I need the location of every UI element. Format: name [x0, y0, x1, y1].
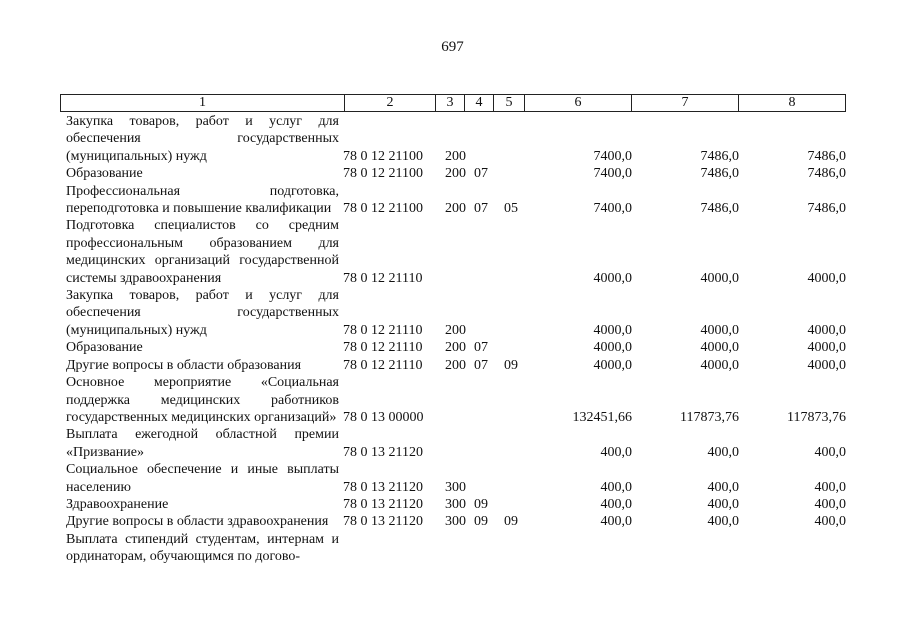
table-body: [60, 113, 846, 566]
header-col-2: 2: [345, 95, 436, 111]
row-value-1: 4000,0: [593, 340, 632, 356]
table-row: [60, 113, 846, 165]
row-code: 78 0 12 21110: [343, 357, 423, 373]
row-name: Выплата стипендий студентам, интернам и ординаторам, обучающимся по догово-: [66, 531, 339, 565]
header-col-3: 3: [436, 95, 465, 111]
row-code: 78 0 13 21120: [343, 444, 423, 460]
row-value-3: 7486,0: [807, 166, 846, 182]
table-row: [60, 339, 846, 356]
row-code: 78 0 12 21110: [343, 270, 423, 286]
row-value-3: 400,0: [814, 444, 846, 460]
header-col-8: 8: [788, 95, 796, 110]
row-vr: 200: [445, 166, 466, 182]
row-name: Выплата ежегодной областной премии «Призвание»: [66, 427, 339, 460]
row-value-2: 400,0: [707, 514, 739, 530]
row-name: Закупка товаров, работ и услуг для обеспечения государственных (муниципальных) нужд: [66, 114, 339, 164]
row-name: Социальное обеспечение и иные выплаты населению: [66, 462, 339, 495]
row-code: 78 0 12 21110: [343, 340, 423, 356]
row-pr: 09: [504, 514, 518, 530]
row-vr: 200: [445, 148, 466, 164]
row-name: Другие вопросы в области образования: [66, 357, 302, 373]
row-code: 78 0 12 21110: [343, 322, 423, 338]
table-row: [60, 357, 846, 374]
table-row: [60, 165, 846, 182]
row-name: Здравоохранение: [66, 496, 169, 512]
row-pr: 05: [504, 201, 518, 217]
row-value-3: 4000,0: [807, 322, 846, 338]
row-code: 78 0 12 21100: [343, 166, 423, 182]
row-value-1: 4000,0: [593, 322, 632, 338]
row-name: Образование: [66, 340, 143, 356]
row-code: 78 0 13 21120: [343, 479, 423, 495]
row-value-3: 4000,0: [807, 357, 846, 373]
row-value-3: 400,0: [814, 496, 846, 512]
row-pr: 09: [504, 357, 518, 373]
row-value-2: 400,0: [707, 496, 739, 512]
row-value-1: 7400,0: [593, 166, 632, 182]
row-rz: 07: [474, 166, 488, 182]
row-rz: 07: [474, 357, 488, 373]
row-rz: 09: [474, 514, 488, 530]
table-row: [60, 513, 846, 530]
table-row: [60, 461, 846, 496]
row-value-1: 400,0: [600, 496, 632, 512]
row-value-3: 4000,0: [807, 340, 846, 356]
row-vr: 300: [445, 514, 466, 530]
row-code: 78 0 13 00000: [343, 409, 424, 425]
row-value-2: 4000,0: [700, 270, 739, 286]
table-row: [60, 426, 846, 461]
row-value-2: 400,0: [707, 479, 739, 495]
header-col-4: 4: [465, 95, 494, 111]
row-name: Образование: [66, 166, 143, 182]
row-name: Другие вопросы в области здравоохранения: [66, 514, 329, 530]
row-value-1: 7400,0: [593, 201, 632, 217]
row-value-1: 4000,0: [593, 270, 632, 286]
row-value-3: 400,0: [814, 514, 846, 530]
row-value-3: 117873,76: [787, 409, 846, 425]
page-number: 697: [441, 39, 464, 55]
row-value-1: 4000,0: [593, 357, 632, 373]
row-value-3: 4000,0: [807, 270, 846, 286]
row-value-1: 132451,66: [572, 409, 632, 425]
row-value-2: 4000,0: [700, 357, 739, 373]
row-name: Подготовка специалистов со средним профессиональным образованием для медицинских организаций государственной системы здравоохранения: [66, 218, 339, 286]
row-vr: 200: [445, 322, 466, 338]
table-row: [60, 531, 846, 566]
table-header: [60, 94, 846, 112]
table-row: [60, 496, 846, 513]
row-code: 78 0 12 21100: [343, 148, 423, 164]
row-value-2: 400,0: [707, 444, 739, 460]
row-vr: 300: [445, 479, 466, 495]
row-value-2: 4000,0: [700, 322, 739, 338]
row-code: 78 0 12 21100: [343, 201, 423, 217]
header-col-5: 5: [494, 95, 525, 111]
table-row: [60, 217, 846, 287]
row-value-2: 4000,0: [700, 340, 739, 356]
row-code: 78 0 13 21120: [343, 496, 423, 512]
row-value-2: 7486,0: [700, 201, 739, 217]
table-row: [60, 287, 846, 339]
row-rz: 09: [474, 496, 488, 512]
row-name: Профессиональная подготовка, переподготовка и повышение квалификации: [66, 183, 339, 217]
row-value-1: 400,0: [600, 479, 632, 495]
row-vr: 200: [445, 201, 466, 217]
row-name: Основное мероприятие «Социальная поддержка медицинских работников государственных медицинских организаций»: [66, 375, 339, 425]
row-vr: 200: [445, 340, 466, 356]
row-vr: 200: [445, 357, 466, 373]
row-rz: 07: [474, 340, 488, 356]
row-vr: 300: [445, 496, 466, 512]
header-col-6: 6: [525, 95, 632, 111]
table-row: [60, 374, 846, 426]
row-value-3: 400,0: [814, 479, 846, 495]
header-col-1: 1: [61, 95, 345, 111]
row-code: 78 0 13 21120: [343, 514, 423, 530]
row-name: Закупка товаров, работ и услуг для обеспечения государственных (муниципальных) нужд: [66, 288, 339, 338]
row-value-1: 7400,0: [593, 148, 632, 164]
row-value-2: 117873,76: [680, 409, 739, 425]
row-value-3: 7486,0: [807, 148, 846, 164]
table-row: [60, 183, 846, 218]
row-value-3: 7486,0: [807, 201, 846, 217]
row-rz: 07: [474, 201, 488, 217]
row-value-1: 400,0: [600, 514, 632, 530]
header-col-7: 7: [632, 95, 739, 111]
row-value-2: 7486,0: [700, 148, 739, 164]
row-value-1: 400,0: [600, 444, 632, 460]
row-value-2: 7486,0: [700, 166, 739, 182]
